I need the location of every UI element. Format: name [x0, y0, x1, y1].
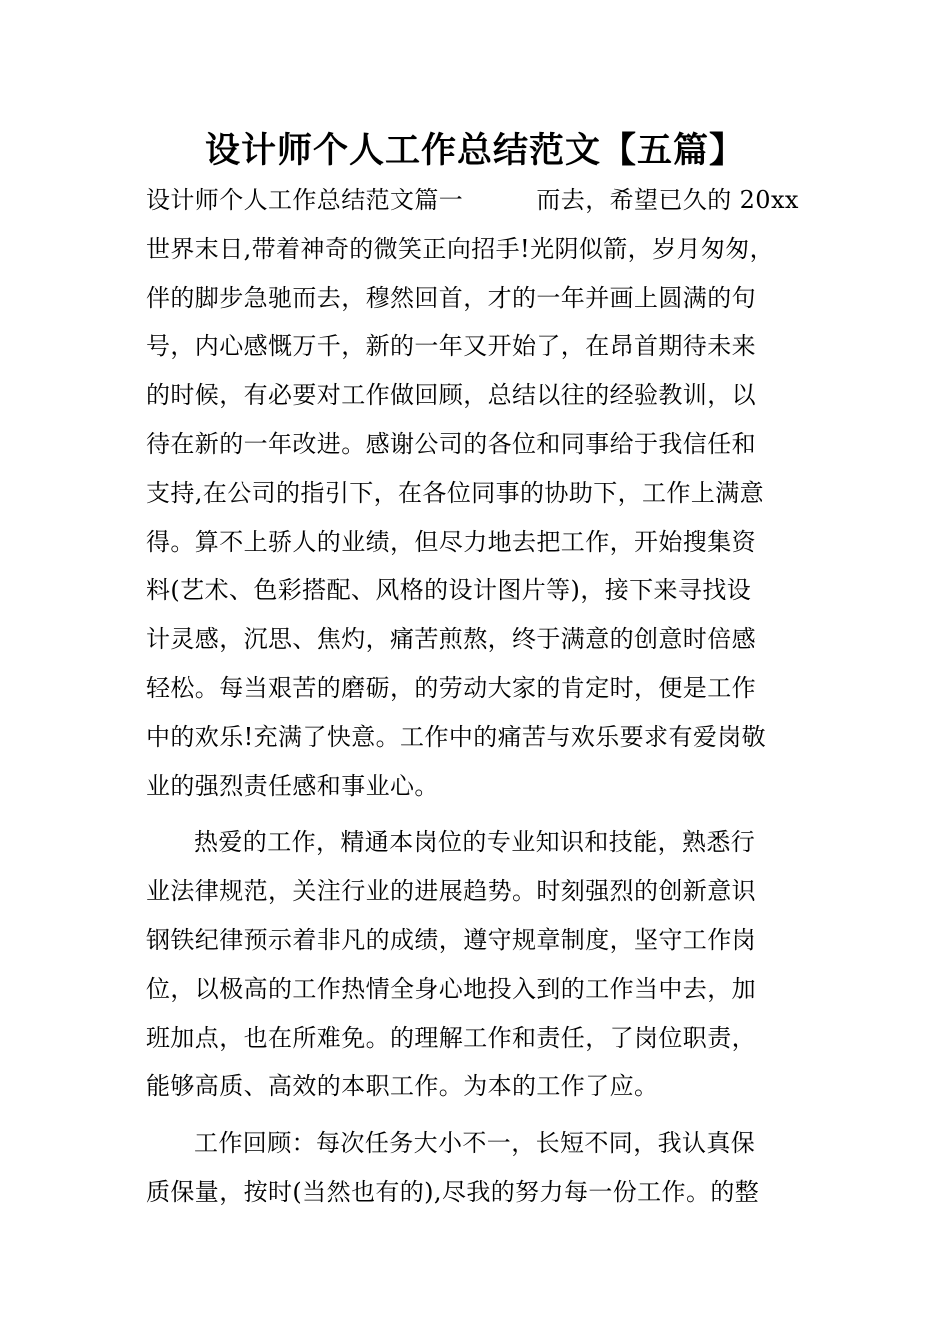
document-body — [146, 176, 846, 1217]
document-title: 设计师个人工作总结范文【五篇】 — [204, 131, 745, 171]
text-line: 钢铁纪律预示着非凡的成绩，遵守规章制度，坚守工作岗 — [146, 925, 756, 954]
text-line: 轻松。每当艰苦的磨砺，的劳动大家的肯定时，便是工作 — [146, 673, 756, 702]
text-line: 得。算不上骄人的业绩，但尽力地去把工作，开始搜集资 — [146, 527, 756, 556]
text-line: 班加点，也在所难免。的理解工作和责任，了岗位职责， — [146, 1023, 756, 1052]
text-line: 支持,在公司的指引下，在各位同事的协助下，工作上满意 — [146, 478, 765, 507]
text-line: 设计师个人工作总结范文篇一 而去，希望已久的 20xx — [146, 186, 799, 214]
text-line: 待在新的一年改进。感谢公司的各位和同事给于我信任和 — [146, 429, 756, 458]
text-line: 世界末日,带着神奇的微笑正向招手!光阴似箭，岁月匆匆， — [146, 234, 775, 263]
text-line: 位，以极高的工作热情全身心地投入到的工作当中去，加 — [146, 974, 756, 1003]
text-line: 能够高质、高效的本职工作。为本的工作了应。 — [146, 1072, 659, 1101]
text-line: 质保量，按时(当然也有的),尽我的努力每一份工作。的整 — [146, 1177, 760, 1206]
text-line: 号，内心感慨万千，新的一年又开始了，在昂首期待未来 — [146, 332, 756, 361]
text-line: 计灵感，沉思、焦灼，痛苦煎熬，终于满意的创意时倍感 — [146, 625, 756, 654]
text-line: 中的欢乐!充满了快意。工作中的痛苦与欢乐要求有爱岗敬 — [146, 722, 767, 751]
paragraph-gap — [146, 810, 846, 818]
text-line: 的时候，有必要对工作做回顾，总结以往的经验教训，以 — [146, 381, 756, 410]
text-line: 热爱的工作，精通本岗位的专业知识和技能，熟悉行 — [194, 828, 756, 857]
text-line: 业法律规范，关注行业的进展趋势。时刻强烈的创新意识 — [146, 877, 756, 906]
text-line: 料(艺术、色彩搭配、风格的设计图片等)，接下来寻找设 — [146, 576, 752, 605]
text-line: 业的强烈责任感和事业心。 — [146, 771, 439, 800]
text-line: 伴的脚步急驰而去，穆然回首，才的一年并画上圆满的句 — [146, 283, 756, 312]
paragraph-gap — [146, 1111, 846, 1119]
text-line: 工作回顾：每次任务大小不一，长短不同，我认真保 — [194, 1129, 756, 1158]
